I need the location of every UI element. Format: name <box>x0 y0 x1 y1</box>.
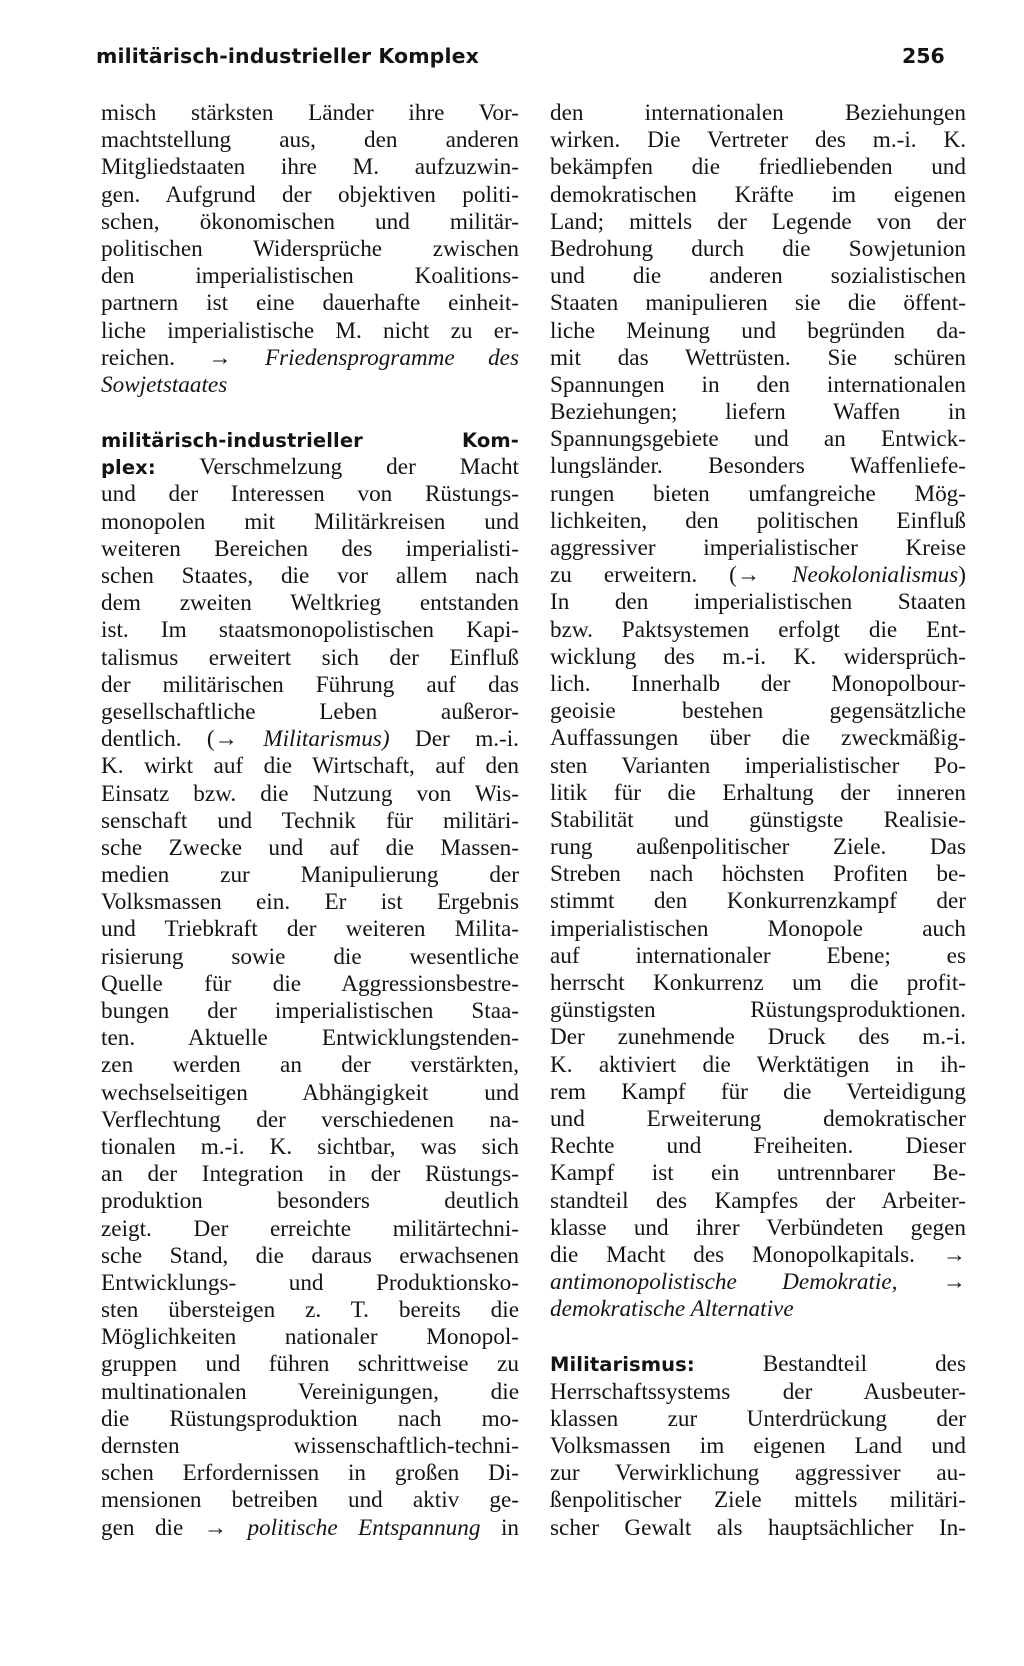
text-line: auf internationaler Ebene; es <box>550 942 966 969</box>
entry-headword: plex: <box>101 456 156 480</box>
text-line <box>101 1515 519 1542</box>
text-line: rung außenpolitischer Ziele. Das <box>550 834 966 861</box>
text-line: sten übersteigen z. T. bereits die <box>101 1297 519 1324</box>
text-line <box>101 726 519 753</box>
text-line: Quelle für die Aggressionsbestre- <box>101 970 519 997</box>
text-line: liche imperialistische M. nicht zu er- <box>101 317 519 344</box>
text-line: Stabilität und günstigste Realisie- <box>550 806 966 833</box>
text-line: zen werden an der verstärkten, <box>101 1052 519 1079</box>
text-line: schen, ökonomischen und militär- <box>101 208 519 235</box>
text-line <box>101 372 519 399</box>
text-run: Der m.-i. <box>389 726 519 753</box>
text-run: dentlich. ( <box>101 726 215 753</box>
text-line: multinationalen Vereinigungen, die <box>101 1378 519 1405</box>
text-line: talismus erweitert sich der Einfluß <box>101 644 519 671</box>
text-line: an der Integration in der Rüstungs- <box>101 1161 519 1188</box>
text-line: den internationalen Beziehungen <box>550 100 966 126</box>
cross-reference-link[interactable]: Sowjetstaates <box>101 371 228 398</box>
text-line: lich. Innerhalb der Monopolbour- <box>550 670 966 697</box>
text-line: produktion besonders deutlich <box>101 1188 519 1215</box>
text-line: die Rüstungsproduktion nach mo- <box>101 1405 519 1432</box>
text-run: zu erweitern. ( <box>550 562 737 589</box>
text-line: rungen bieten umfangreiche Mög- <box>550 480 966 507</box>
text-line: Volksmassen im eigenen Land und <box>550 1433 966 1459</box>
text-line <box>550 562 966 589</box>
text-line: geoisie bestehen gegensätzliche <box>550 698 966 725</box>
text-line: K. aktiviert die Werktätigen in ih- <box>550 1051 966 1078</box>
text-line: In den imperialistischen Staaten <box>550 589 966 616</box>
text-line: herrscht Konkurrenz um die profit- <box>550 970 966 996</box>
text-line: senschaft und Technik für militäri- <box>101 807 519 834</box>
text-line: stimmt den Konkurrenzkampf der <box>550 888 966 915</box>
entry-continuation-militarismus-koalition <box>101 100 519 399</box>
text-line: politischen Widersprüche zwischen <box>101 235 519 262</box>
right-column <box>550 100 966 1542</box>
text-line: gen. Aufgrund der objektiven politi- <box>101 181 519 208</box>
text-line: Spannungen in den internationalen <box>550 371 966 398</box>
text-line: Spannungsgebiete und an Entwick- <box>550 426 966 453</box>
text-line: sche Zwecke und auf die Massen- <box>101 834 519 861</box>
text-line: ßenpolitischer Ziele mittels militäri- <box>550 1487 966 1514</box>
text-line: zur Verwirklichung aggressiver au- <box>550 1460 966 1487</box>
text-line: rem Kampf für die Verteidigung <box>550 1078 966 1105</box>
entry-headword: militärisch-industrieller Kom- <box>101 429 519 453</box>
text-line <box>550 1351 966 1378</box>
text-line: weiteren Bereichen des imperialisti- <box>101 535 519 562</box>
text-line: schen Staates, die vor allem nach <box>101 563 519 589</box>
text-line: und Erweiterung demokratischer <box>550 1105 966 1132</box>
text-line: und der Interessen von Rüstungs- <box>101 481 519 508</box>
text-line: Volksmassen ein. Er ist Ergebnis <box>101 889 519 916</box>
text-line: gesellschaftliche Leben außeror- <box>101 698 519 725</box>
text-line: medien zur Manipulierung der <box>101 862 519 889</box>
text-line: standteil des Kampfes der Arbeiter- <box>550 1187 966 1214</box>
entry-militarismus <box>550 1351 966 1541</box>
text-line: mit das Wettrüsten. Sie schüren <box>550 344 966 371</box>
text-line: wirken. Die Vertreter des m.-i. K. <box>550 127 966 154</box>
text-line <box>101 454 519 481</box>
text-line: günstigsten Rüstungsproduktionen. <box>550 997 966 1024</box>
text-line: zeigt. Der erreichte militärtechni- <box>101 1215 519 1242</box>
entry-headword: Militarismus: <box>550 1353 695 1377</box>
text-run: ) <box>958 562 966 589</box>
cross-reference-link[interactable]: → Friedensprogramme des <box>208 344 519 371</box>
text-line: Herrschaftssystems der Ausbeuter- <box>550 1378 966 1405</box>
text-line <box>101 427 519 454</box>
text-run: Verschmelzung der Macht <box>155 454 519 481</box>
text-line: wicklung des m.-i. K. widersprüch- <box>550 643 966 670</box>
text-line: klasse und ihrer Verbündeten gegen <box>550 1214 966 1241</box>
entry-spacer <box>550 1323 966 1351</box>
text-line: Streben nach höchsten Profiten be- <box>550 861 966 888</box>
text-line: risierung sowie die wesentliche <box>101 943 519 970</box>
text-run: gen die <box>101 1514 204 1541</box>
text-line: schen Erfordernissen in großen Di- <box>101 1460 519 1487</box>
entry-militaerisch-industrieller-komplex-continued <box>550 100 966 1323</box>
text-line: Der zunehmende Druck des m.-i. <box>550 1024 966 1051</box>
text-run: Bestandteil des <box>694 1351 966 1378</box>
entry-militaerisch-industrieller-komplex <box>101 427 519 1542</box>
text-line: ist. Im staatsmonopolistischen Kapi- <box>101 617 519 644</box>
cross-reference-link[interactable]: antimonopolistische Demokratie, → <box>550 1269 966 1296</box>
entry-spacer <box>101 399 519 427</box>
cross-reference-link[interactable]: → Militarismus) <box>214 726 390 753</box>
text-line: monopolen mit Militärkreisen und <box>101 508 519 535</box>
text-line: sten Varianten imperialistischer Po- <box>550 752 966 779</box>
text-line: Entwicklungs- und Produktionsko- <box>101 1269 519 1296</box>
running-header-title: militärisch-industrieller Komplex <box>96 44 479 68</box>
text-line: K. wirkt auf die Wirtschaft, auf den <box>101 753 519 780</box>
text-line <box>101 345 519 372</box>
text-line: sche Stand, die daraus erwachsenen <box>101 1242 519 1269</box>
text-line: Rechte und Freiheiten. Dieser <box>550 1133 966 1160</box>
text-line: bekämpfen die friedliebenden und <box>550 154 966 181</box>
cross-reference-link[interactable]: demokratische Alternative <box>550 1296 794 1323</box>
left-column <box>101 100 519 1542</box>
cross-reference-link[interactable]: → Neokolonialismus <box>736 562 959 589</box>
text-line: tionalen m.-i. K. sichtbar, was sich <box>101 1133 519 1160</box>
text-line: Verflechtung der verschiedenen na- <box>101 1106 519 1133</box>
text-line: der militärischen Führung auf das <box>101 671 519 698</box>
text-line: Bedrohung durch die Sowjetunion <box>550 235 966 262</box>
text-line: lichkeiten, den politischen Einfluß <box>550 507 966 534</box>
text-run: in <box>480 1514 519 1541</box>
text-line: ten. Aktuelle Entwicklungstenden- <box>101 1025 519 1052</box>
text-run: reichen. <box>101 344 209 371</box>
text-line: Land; mittels der Legende von der <box>550 208 966 235</box>
text-line: imperialistischen Monopole auch <box>550 915 966 942</box>
text-line: Mitgliedstaaten ihre M. aufzuzwin- <box>101 154 519 181</box>
text-line: Einsatz bzw. die Nutzung von Wis- <box>101 780 519 807</box>
text-line: bungen der imperialistischen Staa- <box>101 998 519 1024</box>
text-line: demokratischen Kräfte im eigenen <box>550 181 966 208</box>
text-line: und Triebkraft der weiteren Milita- <box>101 916 519 943</box>
cross-reference-link[interactable]: → politische Entspannung <box>203 1514 481 1541</box>
text-line: Möglichkeiten nationaler Monopol- <box>101 1324 519 1351</box>
text-line: partnern ist eine dauerhafte einheit- <box>101 290 519 317</box>
page-number: 256 <box>902 44 945 68</box>
text-line: liche Meinung und begründen da- <box>550 317 966 344</box>
text-line: misch stärksten Länder ihre Vor- <box>101 100 519 126</box>
text-line: dem zweiten Weltkrieg entstanden <box>101 590 519 617</box>
text-line: Kampf ist ein untrennbarer Be- <box>550 1160 966 1187</box>
text-line: Beziehungen; liefern Waffen in <box>550 399 966 426</box>
text-line: mensionen betreiben und aktiv ge- <box>101 1487 519 1514</box>
text-line: klassen zur Unterdrückung der <box>550 1405 966 1432</box>
text-line: den imperialistischen Koalitions- <box>101 263 519 290</box>
text-line: gruppen und führen schrittweise zu <box>101 1351 519 1378</box>
text-line: lungsländer. Besonders Waffenliefe- <box>550 453 966 480</box>
text-line: Auffassungen über die zweckmäßig- <box>550 725 966 752</box>
text-line: bzw. Paktsystemen erfolgt die Ent- <box>550 616 966 643</box>
text-line: litik für die Erhaltung der inneren <box>550 779 966 806</box>
text-line: scher Gewalt als hauptsächlicher In- <box>550 1514 966 1541</box>
text-line: Staaten manipulieren sie die öffent- <box>550 290 966 317</box>
text-line: und die anderen sozialistischen <box>550 263 966 290</box>
text-line: dernsten wissenschaftlich-techni- <box>101 1433 519 1459</box>
text-line: wechselseitigen Abhängigkeit und <box>101 1079 519 1106</box>
text-line: machtstellung aus, den anderen <box>101 127 519 154</box>
text-line: aggressiver imperialistischer Kreise <box>550 535 966 561</box>
text-line: die Macht des Monopolkapitals. → <box>550 1241 966 1268</box>
